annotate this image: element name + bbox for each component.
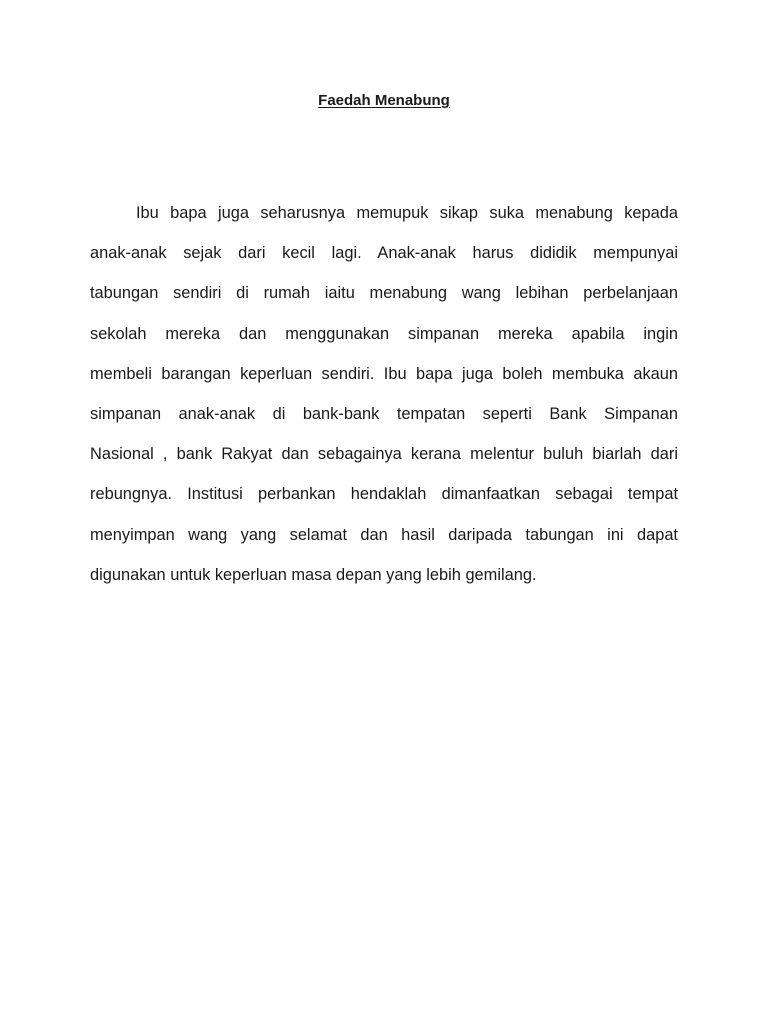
paragraph-line: rebungnya. Institusi perbankan hendaklah dimanfaatkan sebagai tempat — [90, 485, 678, 504]
paragraph-line: digunakan untuk keperluan masa depan yang lebih gemilang. — [90, 565, 537, 584]
paragraph — [90, 193, 678, 595]
paragraph-line: tabungan sendiri di rumah iaitu menabung wang lebihan perbelanjaan — [90, 284, 678, 303]
paragraph-line: Ibu bapa juga seharusnya memupuk sikap suka menabung kepada — [136, 204, 678, 222]
paragraph-line: sekolah mereka dan menggunakan simpanan mereka apabila ingin — [90, 324, 678, 343]
paragraph-line: Nasional , bank Rakyat dan sebagainya kerana melentur buluh biarlah dari — [90, 445, 678, 464]
paragraph-line: anak-anak sejak dari kecil lagi. Anak-anak harus dididik mempunyai — [90, 244, 678, 263]
document-title: Faedah Menabung — [318, 92, 450, 109]
paragraph-line: simpanan anak-anak di bank-bank tempatan seperti Bank Simpanan — [90, 404, 678, 423]
paragraph-line: membeli barangan keperluan sendiri. Ibu bapa juga boleh membuka akaun — [90, 364, 678, 383]
paragraph-line: menyimpan wang yang selamat dan hasil daripada tabungan ini dapat — [90, 525, 678, 544]
